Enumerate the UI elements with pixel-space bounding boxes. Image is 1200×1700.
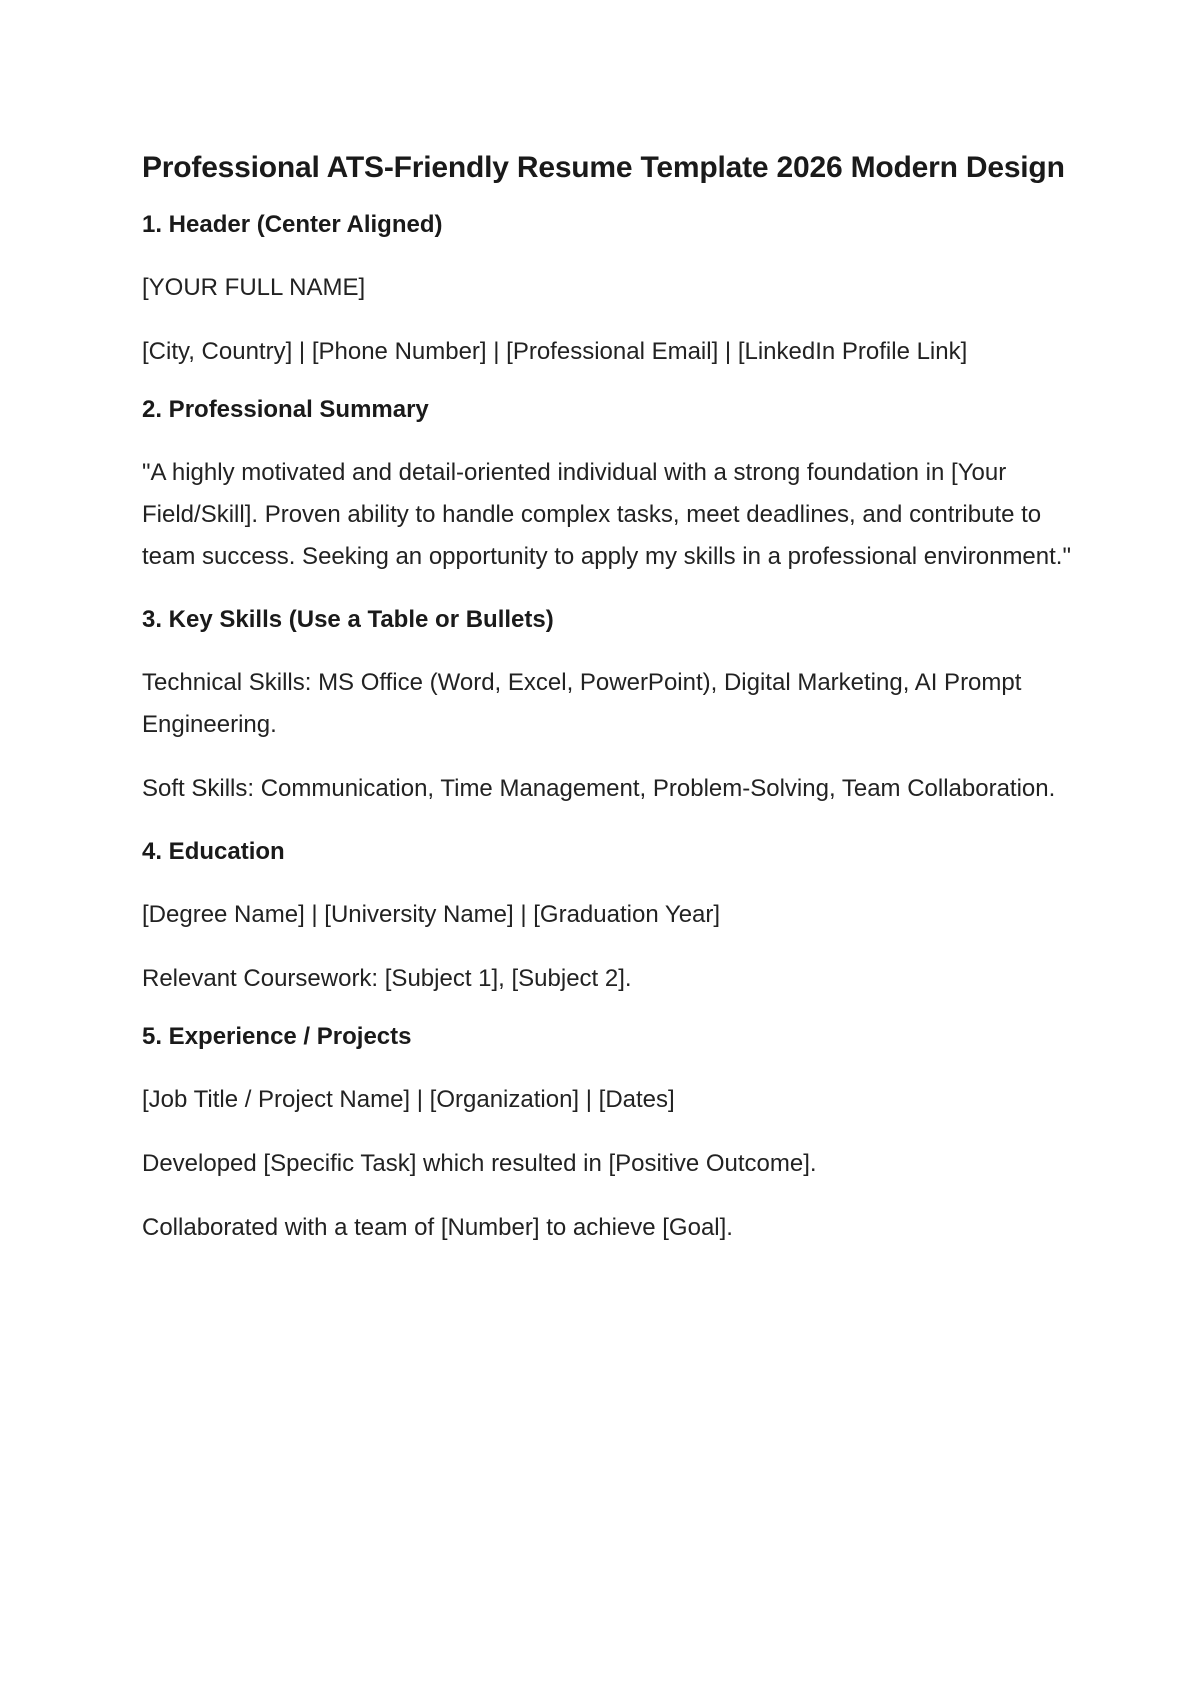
soft-skills-text: Soft Skills: Communication, Time Management, Problem-Solving, Team Collaboration. — [142, 775, 1056, 802]
section-heading-skills: 3. Key Skills (Use a Table or Bullets) — [142, 606, 554, 633]
job-line: [Job Title / Project Name] | [Organization] | [Dates] — [142, 1086, 675, 1113]
experience-item-1: Developed [Specific Task] which resulted in [Positive Outcome]. — [142, 1150, 817, 1177]
section-heading-summary: 2. Professional Summary — [142, 396, 429, 423]
coursework-line: Relevant Coursework: [Subject 1], [Subject 2]. — [142, 965, 632, 992]
degree-line: [Degree Name] | [University Name] | [Graduation Year] — [142, 901, 721, 928]
technical-skills-text: Technical Skills: MS Office (Word, Excel, PowerPoint), Digital Marketing, AI Prompt Engineering. — [142, 669, 1022, 738]
document-title: Professional ATS-Friendly Resume Template 2026 Modern Design — [142, 151, 1065, 184]
section-heading-experience: 5. Experience / Projects — [142, 1023, 412, 1050]
section-heading-education: 4. Education — [142, 838, 285, 865]
section-heading-header: 1. Header (Center Aligned) — [142, 211, 443, 238]
experience-item-2: Collaborated with a team of [Number] to achieve [Goal]. — [142, 1214, 733, 1241]
full-name-placeholder: [YOUR FULL NAME] — [142, 274, 366, 301]
contact-line: [City, Country] | [Phone Number] | [Professional Email] | [LinkedIn Profile Link] — [142, 338, 968, 365]
document-content — [142, 150, 1082, 1271]
summary-text: "A highly motivated and detail-oriented individual with a strong foundation in [Your Field/Skill]. Proven ability to handle complex tasks, meet deadlines, and contribute to team success. Seeking an opportunity to apply my skills in a professional environment." — [142, 459, 1071, 570]
